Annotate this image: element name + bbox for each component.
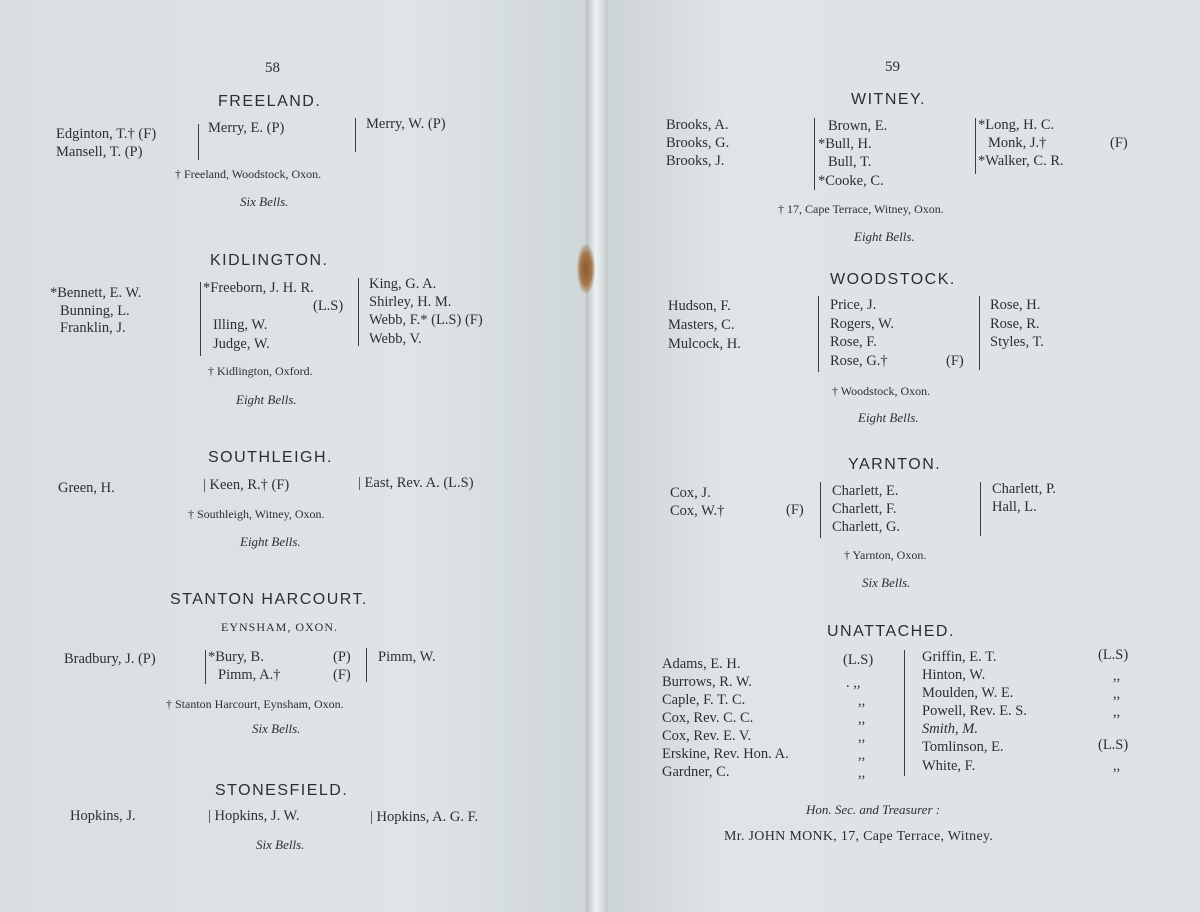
member-name: Edginton, T.† (F) xyxy=(56,126,157,142)
column-divider xyxy=(358,278,359,346)
section-title-southleigh: SOUTHLEIGH. xyxy=(208,449,333,466)
member-name: Gardner, C. xyxy=(662,764,730,780)
bells-count: Eight Bells. xyxy=(854,229,915,244)
secretary-name: Mr. JOHN MONK, 17, Cape Terrace, Witney. xyxy=(724,829,994,844)
member-name: Judge, W. xyxy=(213,336,270,352)
tower-address: † 17, Cape Terrace, Witney, Oxon. xyxy=(778,202,944,216)
bells-count: Eight Bells. xyxy=(236,392,297,407)
member-name: Brooks, J. xyxy=(666,153,725,169)
tower-address: † Yarnton, Oxon. xyxy=(844,548,927,562)
member-name: Shirley, H. M. xyxy=(369,294,452,310)
column-divider xyxy=(198,124,199,160)
member-mark: ,, xyxy=(1113,758,1121,774)
member-flag: (F) xyxy=(333,667,351,683)
section-subtitle: EYNSHAM, OXON. xyxy=(221,620,339,634)
page-number: 58 xyxy=(265,60,280,76)
column-divider xyxy=(366,648,367,682)
member-name: Caple, F. T. C. xyxy=(662,692,746,708)
member-name: Rogers, W. xyxy=(830,316,895,332)
member-name: | Keen, R.† (F) xyxy=(203,477,290,493)
member-mark: ,, xyxy=(858,693,866,709)
member-name: Cox, J. xyxy=(670,485,711,501)
member-mark: ,, xyxy=(1113,668,1121,684)
tower-address: † Kidlington, Oxford. xyxy=(208,364,313,378)
column-divider xyxy=(355,118,356,152)
member-name: Price, J. xyxy=(830,297,877,313)
member-flag: (P) xyxy=(333,649,351,665)
column-divider xyxy=(820,482,821,538)
member-name: Hudson, F. xyxy=(668,298,731,314)
member-name: Erskine, Rev. Hon. A. xyxy=(662,746,789,762)
member-mark: ,, xyxy=(858,711,866,727)
member-flag: (F) xyxy=(1110,135,1128,151)
member-mark: ,, xyxy=(1113,704,1121,720)
member-name: Green, H. xyxy=(58,480,115,496)
member-name: Webb, V. xyxy=(369,331,422,347)
member-name: Merry, W. (P) xyxy=(366,116,446,132)
member-name: Charlett, P. xyxy=(992,481,1057,497)
member-name: Rose, H. xyxy=(990,297,1041,313)
column-divider xyxy=(814,118,815,190)
rust-stain xyxy=(577,244,595,294)
member-name: Merry, E. (P) xyxy=(208,120,285,136)
bells-count: Six Bells. xyxy=(256,837,305,852)
member-name: *Long, H. C. xyxy=(978,117,1055,133)
member-name: Styles, T. xyxy=(990,334,1044,350)
member-mark: ,, xyxy=(858,729,866,745)
member-name: | East, Rev. A. (L.S) xyxy=(358,475,474,491)
member-mark: ,, xyxy=(858,747,866,763)
member-name: Charlett, E. xyxy=(832,483,899,499)
member-mark: ,, xyxy=(858,765,866,781)
bells-count: Six Bells. xyxy=(252,721,301,736)
member-name: Burrows, R. W. xyxy=(662,674,752,690)
member-mark: (L.S) xyxy=(1098,647,1129,663)
member-name: Hall, L. xyxy=(992,499,1037,515)
member-name: *Bury, B. xyxy=(208,649,264,665)
member-name: Cox, W.† xyxy=(670,503,725,519)
column-divider xyxy=(980,482,981,536)
column-divider xyxy=(200,282,201,356)
member-name: Charlett, G. xyxy=(832,519,901,535)
member-name: *Freeborn, J. H. R. xyxy=(203,280,314,296)
member-name: *Walker, C. R. xyxy=(978,153,1064,169)
section-title-stanton-harcourt: STANTON HARCOURT. xyxy=(170,591,368,608)
member-flag: (F) xyxy=(786,502,804,518)
column-divider xyxy=(979,296,980,370)
member-name: Illing, W. xyxy=(213,317,268,333)
secretary-label: Hon. Sec. and Treasurer : xyxy=(806,802,941,817)
member-name: Rose, G.† xyxy=(830,353,888,369)
section-title-unattached: UNATTACHED. xyxy=(827,623,955,640)
member-mark: (L.S) xyxy=(843,652,874,668)
member-name: Brooks, A. xyxy=(666,117,729,133)
member-flag: (F) xyxy=(946,353,964,369)
member-name: | Hopkins, J. W. xyxy=(208,808,300,824)
tower-address: † Southleigh, Witney, Oxon. xyxy=(188,507,325,521)
member-name: Hopkins, J. xyxy=(70,808,136,824)
member-mark: ,, xyxy=(1113,686,1121,702)
member-name: Powell, Rev. E. S. xyxy=(922,703,1027,719)
member-mark: (L.S) xyxy=(1098,737,1129,753)
book-gutter xyxy=(586,0,608,912)
bells-count: Six Bells. xyxy=(862,575,911,590)
column-divider xyxy=(904,650,905,776)
section-title-freeland: FREELAND. xyxy=(218,93,322,110)
tower-address: † Stanton Harcourt, Eynsham, Oxon. xyxy=(166,697,344,711)
member-name: Webb, F.* (L.S) (F) xyxy=(369,312,483,328)
column-divider xyxy=(205,650,206,684)
column-divider xyxy=(818,296,819,372)
section-title-woodstock: WOODSTOCK. xyxy=(830,271,956,288)
bells-count: Eight Bells. xyxy=(240,534,301,549)
bells-count: Six Bells. xyxy=(240,194,289,209)
member-name: White, F. xyxy=(922,758,976,774)
member-name: Hinton, W. xyxy=(922,667,986,683)
member-name: Bull, T. xyxy=(828,154,872,170)
member-name: Rose, F. xyxy=(830,334,877,350)
member-name: Monk, J.† xyxy=(988,135,1047,151)
column-divider xyxy=(975,118,976,174)
member-name: Franklin, J. xyxy=(60,320,126,336)
member-name: Pimm, A.† xyxy=(218,667,281,683)
member-name: Moulden, W. E. xyxy=(922,685,1014,701)
member-name: Cox, Rev. E. V. xyxy=(662,728,752,744)
member-name: Adams, E. H. xyxy=(662,656,741,672)
member-name: *Bennett, E. W. xyxy=(50,285,142,301)
member-mark: . ,, xyxy=(846,675,861,691)
member-name: Pimm, W. xyxy=(378,649,436,665)
tower-address: † Woodstock, Oxon. xyxy=(832,384,931,398)
member-name: Tomlinson, E. xyxy=(922,739,1004,755)
member-name: Bradbury, J. (P) xyxy=(64,651,156,667)
page-number: 59 xyxy=(885,59,900,75)
member-name: *Bull, H. xyxy=(818,136,872,152)
member-name: Smith, M. xyxy=(922,721,978,737)
member-name: Bunning, L. xyxy=(60,303,130,319)
member-name: Rose, R. xyxy=(990,316,1040,332)
member-name: *Cooke, C. xyxy=(818,173,884,189)
section-title-kidlington: KIDLINGTON. xyxy=(210,252,329,269)
bells-count: Eight Bells. xyxy=(858,410,919,425)
member-name: Mulcock, H. xyxy=(668,336,741,352)
member-name: Brooks, G. xyxy=(666,135,730,151)
member-name: King, G. A. xyxy=(369,276,437,292)
member-name: Cox, Rev. C. C. xyxy=(662,710,754,726)
tower-address: † Freeland, Woodstock, Oxon. xyxy=(175,167,322,181)
member-name: Masters, C. xyxy=(668,317,735,333)
member-name: | Hopkins, A. G. F. xyxy=(370,809,479,825)
member-name: Charlett, F. xyxy=(832,501,897,517)
section-title-stonesfield: STONESFIELD. xyxy=(215,782,349,799)
member-name: Mansell, T. (P) xyxy=(56,144,143,160)
section-title-witney: WITNEY. xyxy=(851,91,927,108)
section-title-yarnton: YARNTON. xyxy=(848,456,942,473)
member-label: (L.S) xyxy=(313,298,344,314)
member-name: Brown, E. xyxy=(828,118,888,134)
member-name: Griffin, E. T. xyxy=(922,649,997,665)
